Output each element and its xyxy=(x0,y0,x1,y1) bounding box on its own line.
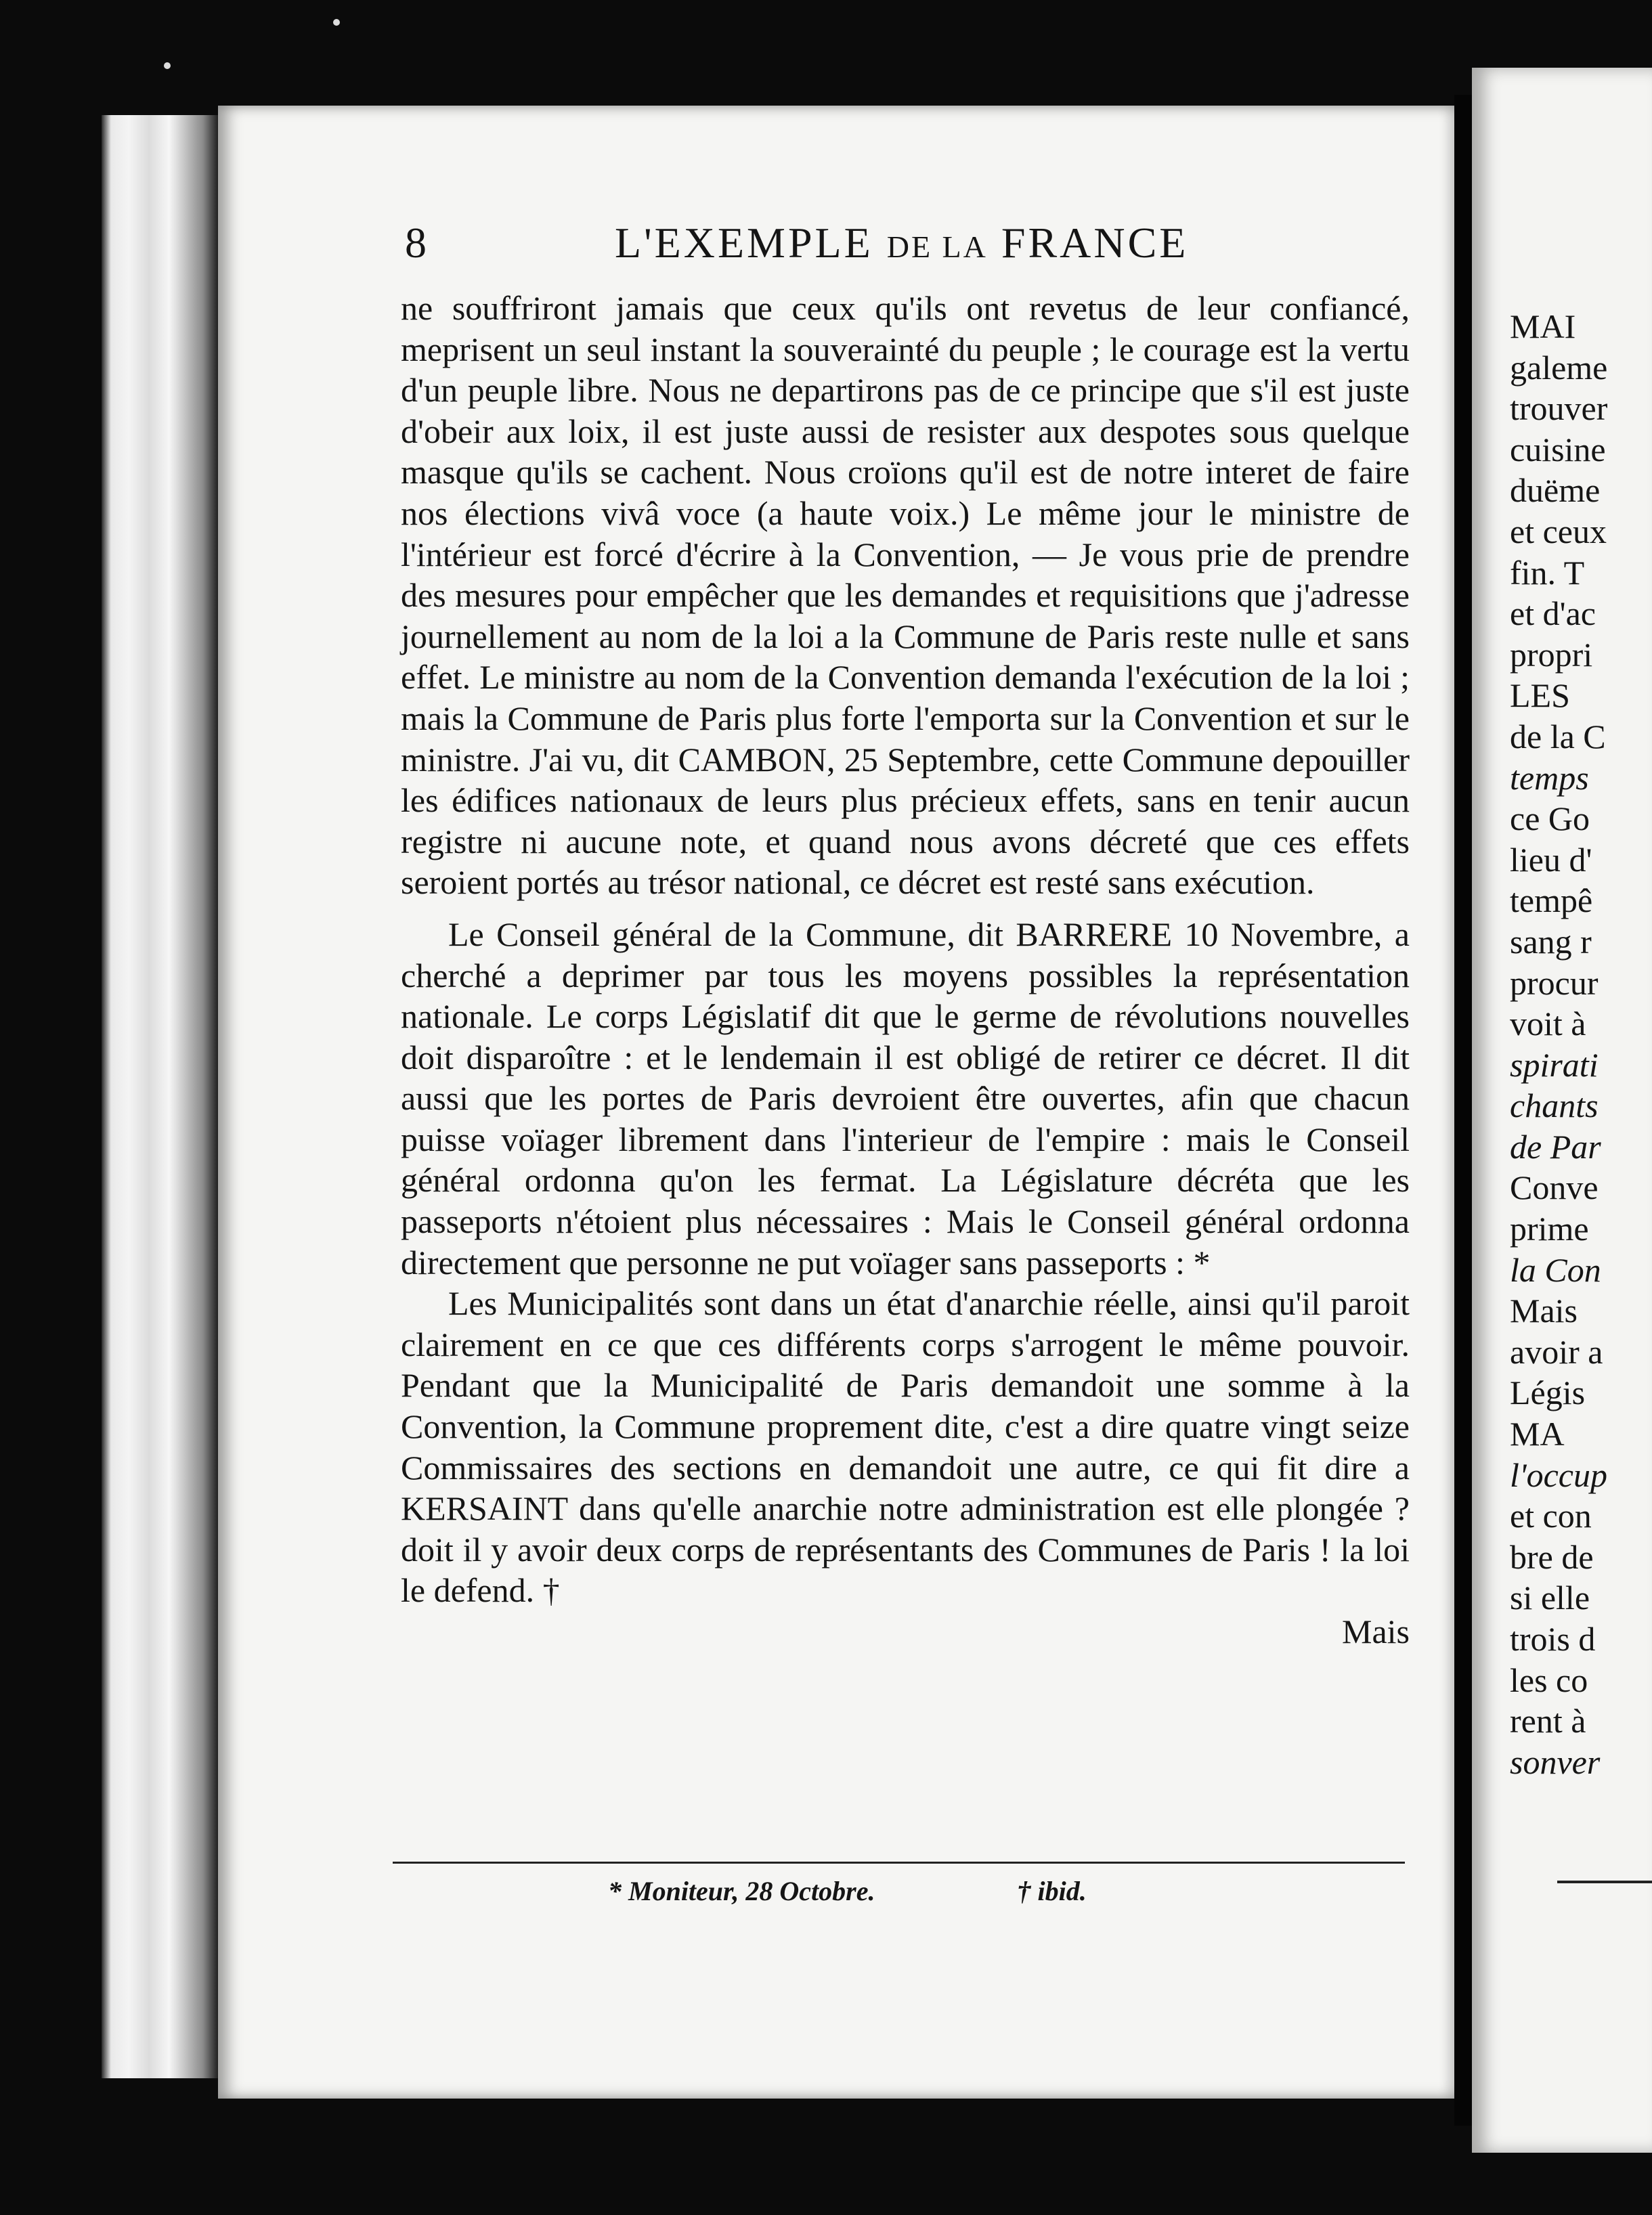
facing-line: si elle xyxy=(1510,1579,1590,1617)
facing-line: rent à xyxy=(1510,1702,1586,1740)
facing-line: Conve xyxy=(1510,1168,1599,1207)
facing-line: ce Go xyxy=(1510,799,1590,838)
facing-line: fin. T xyxy=(1510,553,1585,592)
facing-line: prime xyxy=(1510,1210,1589,1248)
paragraph: ne souffriront jamais que ceux qu'ils ont revetus de leur confiancé, meprisent un seul instant la souverainté du peuple ; le courage est la vertu d'un peuple libre. Nous ne departirons pas de ce principe que s'il est juste d'obeir aux loix, il est juste aussi de resister aux despotes sous quelque masque qu'ils se cachent. Nous croïons qu'il est de notre interet de faire nos élections vivâ voce (a haute voix.) Le même jour le ministre de l'intérieur est forcé d'écrire à la Convention, — Je vous prie de prendre des mesures pour empêcher que les demandes et requisitions que j'adresse journellement au nom de la loi a la Commune de Paris reste nulle et sans effet. Le ministre au nom de la Convention demanda l'exécution de la loi ; mais la Commune de Paris plus forte l'emporta sur la Convention et sur le ministre. J'ai vu, dit CAMBON, 25 Septembre, cette Commune depouiller les édifices nationaux de leurs plus précieux effets, sans en tenir aucun registre ni aucune note, et quand nous avons décreté que ces effets seroient portés au trésor national, ce décret est resté sans exécution. xyxy=(401,289,1410,902)
title-de-la: DE LA xyxy=(886,229,988,264)
facing-page-text xyxy=(1510,306,1652,1782)
facing-line: et d'ac xyxy=(1510,594,1596,633)
title-country: FRANCE xyxy=(1001,219,1189,267)
facing-line: Mais xyxy=(1510,1292,1578,1330)
title-main: EXEMPLE xyxy=(654,219,873,267)
facing-line: spirati xyxy=(1510,1045,1599,1084)
facing-line: sang r xyxy=(1510,922,1592,961)
facing-line: avoir a xyxy=(1510,1332,1603,1371)
facing-line: temps xyxy=(1510,758,1589,797)
facing-line: tempê xyxy=(1510,881,1593,920)
facing-line: et con xyxy=(1510,1497,1592,1535)
dust-speck xyxy=(333,19,340,26)
facing-line: trois d xyxy=(1510,1620,1596,1658)
facing-line: sonver xyxy=(1510,1742,1601,1781)
paragraph: Les Municipalités sont dans un état d'anarchie réelle, ainsi qu'il paroit clairement en ce que ces différents corps s'arrogent le même pouvoir. Pendant que la Municipalité de Paris demandoit une somme à la Convention, la Commune proprement dite, c'est a dire quatre vingt seize Commissaires des sections en demandoit une autre, ce qui fit dire a KERSAINT dans qu'elle anarchie notre administration est elle plongée ? doit il y avoir deux corps de représentants des Communes de Paris ! la loi le defend. † xyxy=(401,1284,1410,1610)
footnote-rule xyxy=(393,1862,1405,1864)
facing-line: et ceux xyxy=(1510,512,1607,550)
book-gutter xyxy=(1454,95,1472,2126)
facing-line: duëme xyxy=(1510,471,1601,510)
facing-line: de la C xyxy=(1510,717,1606,755)
running-title xyxy=(615,218,1188,268)
page-number: 8 xyxy=(405,219,429,267)
title-prefix: L' xyxy=(615,219,655,267)
facing-footnote-rule xyxy=(1557,1881,1652,1883)
facing-line: MAI xyxy=(1510,307,1576,345)
facing-line: trouver xyxy=(1510,389,1608,428)
paragraph: Le Conseil général de la Commune, dit BARRERE 10 Novembre, a cherché a deprimer par tous les moyens possibles la représentation nationale. Le corps Législatif dit que le germe de révolutions nouvelles doit disparoître : et le lendemain il est obligé de retirer ce décret. Il dit aussi que les portes de Paris devroient être ouvertes, afin que chacun puisse voïager librement dans l'interieur de l'empire : mais le Conseil général ordonna qu'on les fermat. La Législature décréta que les passeports n'étoient plus nécessaires : Mais le Conseil général ordonna directement que personne ne put voïager sans passeports : * xyxy=(401,915,1410,1281)
running-header xyxy=(405,218,1219,279)
facing-line: cuisine xyxy=(1510,430,1606,468)
facing-line: galeme xyxy=(1510,348,1608,387)
book-edge xyxy=(102,115,230,2078)
facing-line: voit à xyxy=(1510,1005,1586,1043)
facing-line: de Par xyxy=(1510,1127,1601,1166)
facing-line: Légis xyxy=(1510,1374,1586,1412)
facing-line: bre de xyxy=(1510,1537,1594,1576)
facing-line: LES xyxy=(1510,676,1570,715)
facing-line: lieu d' xyxy=(1510,840,1592,879)
facing-line: propri xyxy=(1510,635,1593,674)
dust-speck xyxy=(164,62,171,69)
facing-line: chants xyxy=(1510,1087,1599,1125)
facing-line: procur xyxy=(1510,963,1599,1002)
footnotes xyxy=(608,1875,1087,1907)
facing-line: MA xyxy=(1510,1415,1565,1453)
footnote-moniteur: * Moniteur, 28 Octobre. xyxy=(608,1876,875,1906)
facing-line: la Con xyxy=(1510,1250,1601,1289)
catchword: Mais xyxy=(1342,1613,1410,1650)
footnote-ibid: † ibid. xyxy=(1017,1876,1087,1906)
facing-line: les co xyxy=(1510,1661,1588,1699)
facing-line: l'occup xyxy=(1510,1455,1607,1494)
body-text xyxy=(401,288,1410,1652)
